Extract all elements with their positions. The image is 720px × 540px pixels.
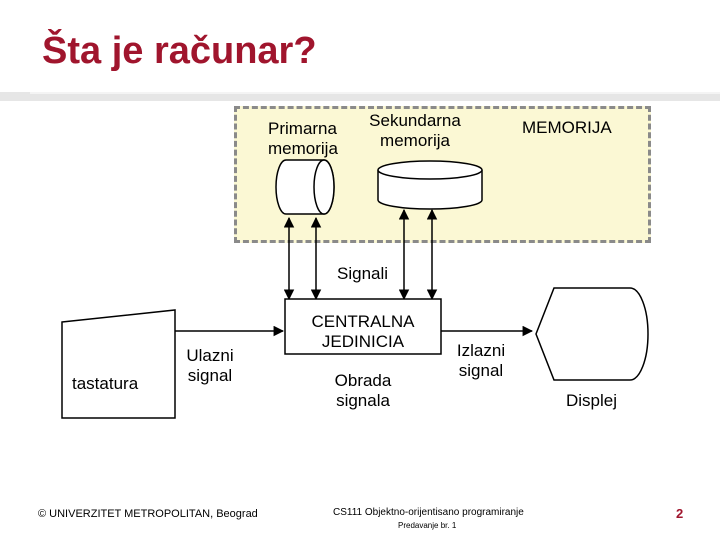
primary-memory-label-line2: memorija: [268, 139, 338, 158]
memory-group-label: MEMORIJA: [522, 118, 612, 137]
secondary-memory-label-line2: memorija: [380, 131, 450, 150]
input-signal-label: [178, 346, 242, 386]
processing-label-line2: signala: [336, 391, 390, 410]
primary-memory-label-line1: Primarna: [268, 119, 337, 138]
page-number: 2: [676, 506, 684, 521]
input-signal-label-line2: signal: [187, 366, 233, 385]
processing-label: [313, 371, 413, 411]
secondary-memory-disk: [378, 161, 482, 209]
output-signal-label: [449, 341, 513, 381]
secondary-memory-label: [365, 111, 465, 151]
output-signal-label-line1: Izlazni: [456, 341, 506, 360]
keyboard-label: tastatura: [72, 374, 139, 393]
keyboard-shape: [62, 310, 175, 418]
footer-lecture: Predavanje br. 1: [398, 521, 457, 530]
primary-memory-cylinder: [276, 160, 334, 214]
display-shape: [536, 288, 648, 380]
input-signal-label-line1: Ulazni: [186, 346, 234, 365]
footer-course: CS111 Objektno-orijentisano programiranje: [333, 507, 524, 518]
secondary-memory-label-line1: Sekundarna: [369, 111, 461, 130]
primary-memory-label: [268, 119, 338, 159]
display-label: Displej: [566, 391, 618, 410]
signals-label: Signali: [337, 264, 389, 283]
cpu-label-line1: CENTRALNA: [311, 312, 415, 331]
output-signal-label-line2: signal: [458, 361, 504, 380]
processing-label-line1: Obrada: [334, 371, 392, 390]
footer-university: © UNIVERZITET METROPOLITAN, Beograd: [38, 508, 258, 520]
slide-title: Šta je računar?: [42, 30, 317, 72]
cpu-label: [295, 312, 431, 352]
cpu-label-line2: JEDINICIA: [321, 332, 405, 351]
